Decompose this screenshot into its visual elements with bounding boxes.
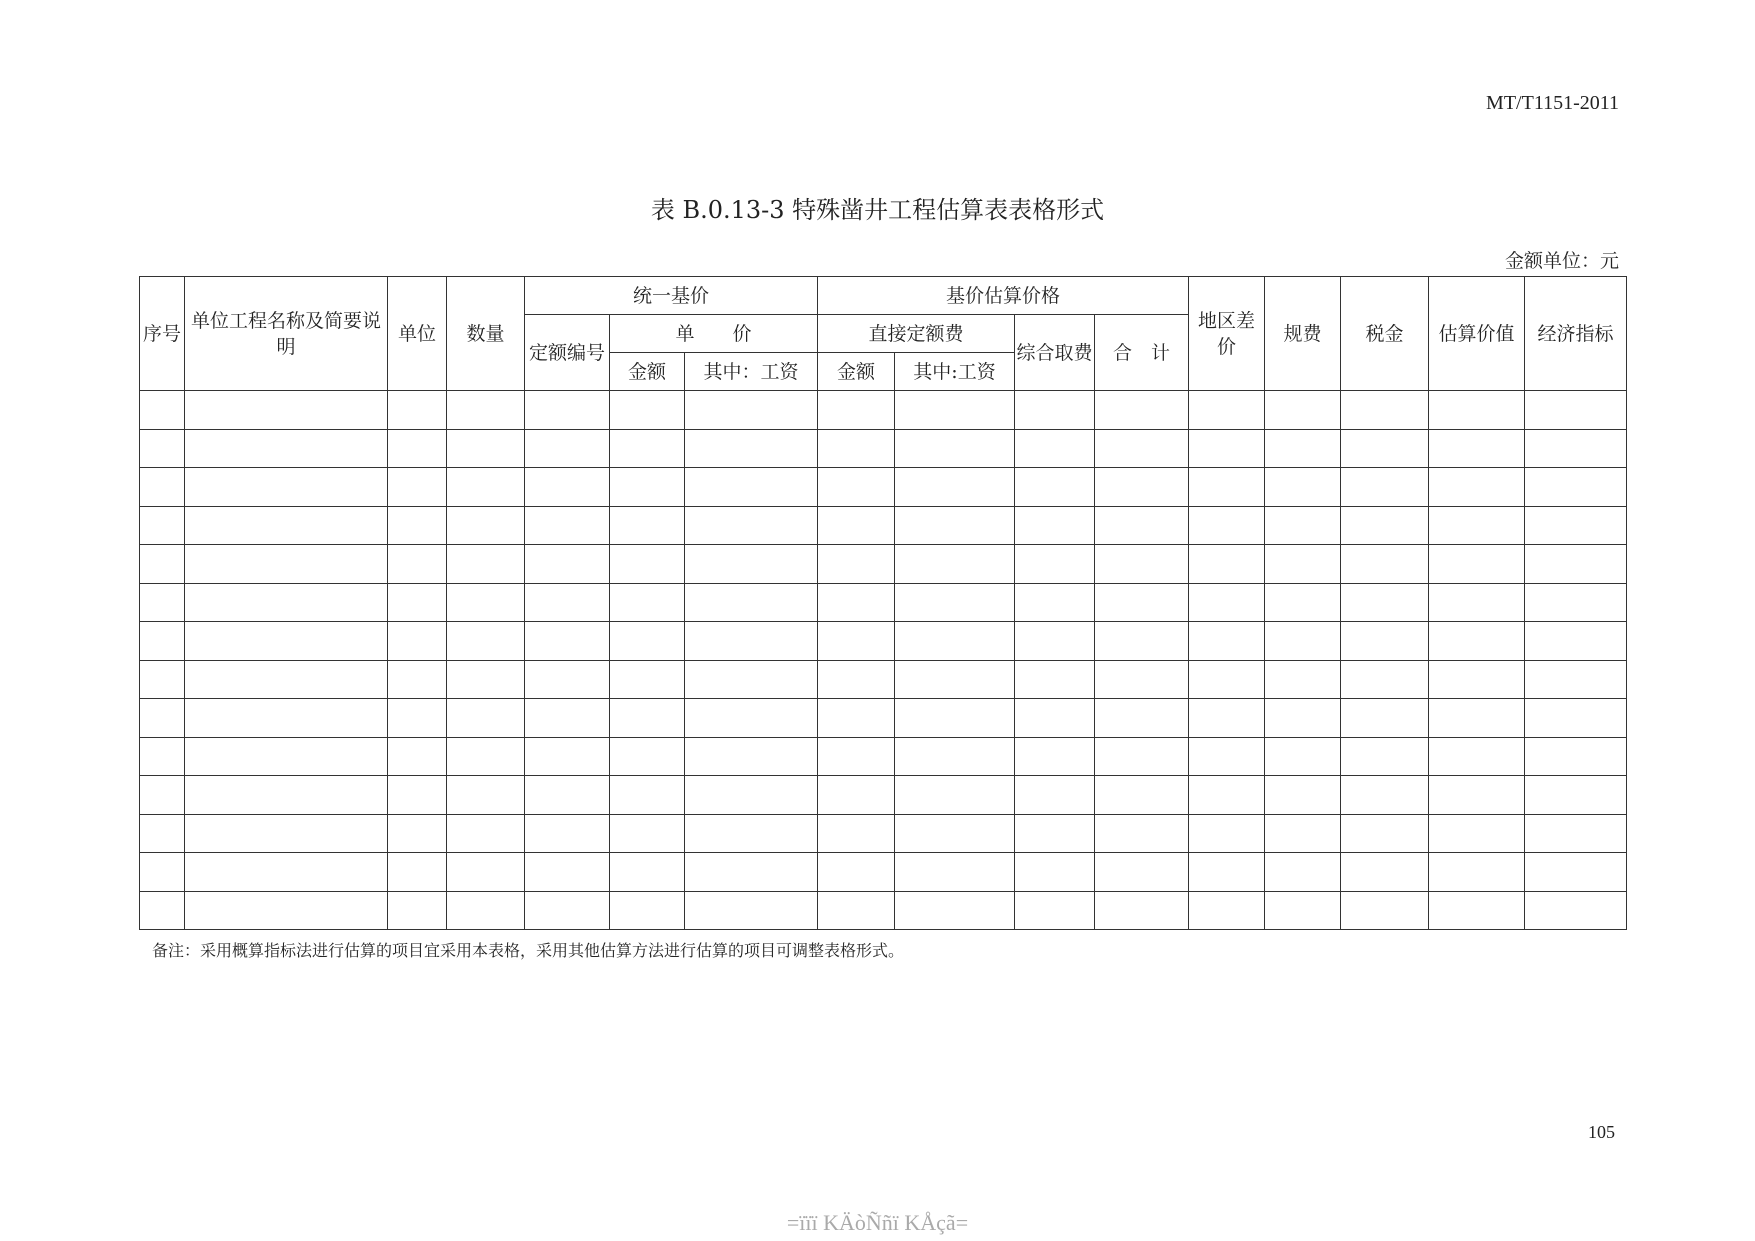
col-unit-price: 单 价 <box>610 315 818 353</box>
table-row <box>140 853 1627 892</box>
table-cell <box>1265 776 1341 815</box>
table-cell <box>1265 583 1341 622</box>
table-cell <box>1189 583 1265 622</box>
table-cell <box>447 429 525 468</box>
table-cell <box>1429 660 1525 699</box>
table-cell <box>1429 814 1525 853</box>
table-cell <box>895 391 1015 430</box>
table-cell <box>1189 506 1265 545</box>
table-cell <box>1265 622 1341 661</box>
col-wage-1: 其中：工资 <box>685 353 818 391</box>
table-cell <box>610 391 685 430</box>
table-cell <box>610 891 685 930</box>
table-cell <box>685 391 818 430</box>
table-cell <box>447 776 525 815</box>
table-cell <box>525 622 610 661</box>
table-cell <box>1341 429 1429 468</box>
table-remark: 备注：采用概算指标法进行估算的项目宜采用本表格，采用其他估算方法进行估算的项目可调整表格形式。 <box>152 941 905 960</box>
table-cell <box>1265 468 1341 507</box>
table-cell <box>610 583 685 622</box>
table-cell <box>1265 506 1341 545</box>
table-cell <box>1189 776 1265 815</box>
table-cell <box>447 506 525 545</box>
table-cell <box>1429 622 1525 661</box>
table-cell <box>895 429 1015 468</box>
table-cell <box>447 853 525 892</box>
table-cell <box>1525 660 1627 699</box>
table-row <box>140 776 1627 815</box>
table-cell <box>1429 583 1525 622</box>
table-cell <box>140 853 185 892</box>
table-cell <box>1265 545 1341 584</box>
table-cell <box>895 814 1015 853</box>
table-cell <box>1189 853 1265 892</box>
table-cell <box>185 699 388 738</box>
table-cell <box>685 776 818 815</box>
table-cell <box>185 891 388 930</box>
table-cell <box>1265 814 1341 853</box>
table-cell <box>818 391 895 430</box>
table-cell <box>1015 468 1095 507</box>
table-cell <box>140 776 185 815</box>
table-cell <box>1341 545 1429 584</box>
table-cell <box>1341 391 1429 430</box>
table-cell <box>1525 545 1627 584</box>
table-cell <box>140 699 185 738</box>
col-quantity: 数量 <box>447 277 525 391</box>
table-cell <box>140 545 185 584</box>
table-row <box>140 699 1627 738</box>
table-row <box>140 814 1627 853</box>
table-cell <box>1265 699 1341 738</box>
table-cell <box>388 699 447 738</box>
table-cell <box>525 853 610 892</box>
col-regulatory-fee: 规费 <box>1265 277 1341 391</box>
table-cell <box>1341 737 1429 776</box>
table-cell <box>1189 737 1265 776</box>
table-cell <box>140 468 185 507</box>
table-cell <box>447 622 525 661</box>
table-cell <box>1189 660 1265 699</box>
scan-watermark: =ïïï KÄòÑñï KÅçã= <box>786 1210 969 1235</box>
table-cell <box>1189 699 1265 738</box>
table-cell <box>447 545 525 584</box>
table-cell <box>1189 391 1265 430</box>
table-cell <box>610 429 685 468</box>
table-cell <box>140 737 185 776</box>
table-row <box>140 429 1627 468</box>
table-cell <box>447 583 525 622</box>
table-cell <box>1095 429 1189 468</box>
header-row-1 <box>140 277 1627 315</box>
table-cell <box>610 814 685 853</box>
table-row <box>140 737 1627 776</box>
table-cell <box>525 429 610 468</box>
table-row <box>140 891 1627 930</box>
table-cell <box>140 891 185 930</box>
page-number: 105 <box>1588 1122 1615 1142</box>
table-cell <box>388 737 447 776</box>
table-cell <box>185 622 388 661</box>
table-cell <box>140 622 185 661</box>
table-cell <box>1015 699 1095 738</box>
table-cell <box>388 853 447 892</box>
table-cell <box>1341 622 1429 661</box>
table-cell <box>1525 391 1627 430</box>
table-cell <box>895 699 1015 738</box>
col-unified-base-price: 统一基价 <box>525 277 818 315</box>
col-total: 合 计 <box>1095 315 1189 391</box>
table-cell <box>895 468 1015 507</box>
table-cell <box>1265 429 1341 468</box>
table-cell <box>1525 429 1627 468</box>
table-cell <box>140 814 185 853</box>
table-cell <box>388 660 447 699</box>
table-cell <box>185 814 388 853</box>
table-cell <box>818 660 895 699</box>
table-cell <box>1095 699 1189 738</box>
table-cell <box>140 583 185 622</box>
table-cell <box>1015 776 1095 815</box>
table-cell <box>525 891 610 930</box>
table-cell <box>1015 506 1095 545</box>
standard-code: MT/T1151-2011 <box>1486 92 1619 114</box>
table-cell <box>1265 891 1341 930</box>
table-cell <box>447 891 525 930</box>
table-cell <box>1341 814 1429 853</box>
table-cell <box>388 506 447 545</box>
table-cell <box>1341 506 1429 545</box>
table-title: 表 B.0.13-3 特殊凿井工程估算表表格形式 <box>650 196 1105 224</box>
table-cell <box>1189 891 1265 930</box>
table-cell <box>388 391 447 430</box>
table-cell <box>1015 429 1095 468</box>
table-cell <box>1341 660 1429 699</box>
table-cell <box>1525 622 1627 661</box>
unit-note: 金额单位：元 <box>1504 250 1619 272</box>
table-cell <box>818 814 895 853</box>
table-cell <box>185 660 388 699</box>
table-cell <box>388 814 447 853</box>
table-cell <box>1015 622 1095 661</box>
table-cell <box>1095 391 1189 430</box>
table-cell <box>1525 814 1627 853</box>
table-cell <box>525 814 610 853</box>
table-cell <box>1341 776 1429 815</box>
table-cell <box>140 660 185 699</box>
table-cell <box>1429 468 1525 507</box>
table-cell <box>818 468 895 507</box>
table-cell <box>1265 660 1341 699</box>
table-cell <box>685 545 818 584</box>
col-quota-code: 定额编号 <box>525 315 610 391</box>
table-cell <box>1095 814 1189 853</box>
table-cell <box>610 545 685 584</box>
table-cell <box>895 853 1015 892</box>
table-cell <box>1265 737 1341 776</box>
table-cell <box>1429 391 1525 430</box>
table-cell <box>140 391 185 430</box>
table-cell <box>388 583 447 622</box>
table-row <box>140 506 1627 545</box>
table-cell <box>818 891 895 930</box>
table-cell <box>895 545 1015 584</box>
table-cell <box>388 622 447 661</box>
table-cell <box>1525 699 1627 738</box>
table-row <box>140 468 1627 507</box>
table-cell <box>1429 545 1525 584</box>
table-cell <box>1341 699 1429 738</box>
table-cell <box>895 506 1015 545</box>
table-cell <box>1189 468 1265 507</box>
table-cell <box>1429 429 1525 468</box>
table-cell <box>140 506 185 545</box>
table-cell <box>1015 660 1095 699</box>
table-cell <box>525 506 610 545</box>
table-cell <box>1015 545 1095 584</box>
table-cell <box>388 429 447 468</box>
table-cell <box>685 853 818 892</box>
table-cell <box>525 583 610 622</box>
table-cell <box>685 699 818 738</box>
table-cell <box>185 468 388 507</box>
col-direct-quota-fee: 直接定额费 <box>818 315 1015 353</box>
table-cell <box>185 429 388 468</box>
table-cell <box>610 853 685 892</box>
table-cell <box>388 891 447 930</box>
col-amount-1: 金额 <box>610 353 685 391</box>
table-cell <box>1525 853 1627 892</box>
table-cell <box>1095 891 1189 930</box>
table-cell <box>685 429 818 468</box>
table-cell <box>610 776 685 815</box>
col-name: 单位工程名称及简要说明 <box>185 277 388 391</box>
table-cell <box>1525 891 1627 930</box>
col-unit: 单位 <box>388 277 447 391</box>
col-tax: 税金 <box>1341 277 1429 391</box>
table-cell <box>818 622 895 661</box>
table-cell <box>818 853 895 892</box>
table-cell <box>1429 891 1525 930</box>
table-cell <box>185 506 388 545</box>
table-cell <box>1095 776 1189 815</box>
table-cell <box>818 776 895 815</box>
table-cell <box>685 891 818 930</box>
col-seq: 序号 <box>140 277 185 391</box>
table-cell <box>1429 776 1525 815</box>
table-row <box>140 391 1627 430</box>
table-cell <box>685 814 818 853</box>
table-cell <box>818 699 895 738</box>
table-cell <box>1015 814 1095 853</box>
table-cell <box>895 737 1015 776</box>
table-cell <box>610 506 685 545</box>
table-cell <box>388 545 447 584</box>
table-cell <box>525 737 610 776</box>
table-cell <box>1525 468 1627 507</box>
table-cell <box>818 737 895 776</box>
table-cell <box>1095 622 1189 661</box>
table-cell <box>525 391 610 430</box>
table-cell <box>1341 891 1429 930</box>
col-amount-2: 金额 <box>818 353 895 391</box>
table-cell <box>818 429 895 468</box>
table-cell <box>1341 468 1429 507</box>
table-cell <box>1265 391 1341 430</box>
table-cell <box>1189 545 1265 584</box>
table-row <box>140 660 1627 699</box>
col-overhead: 综合取费 <box>1015 315 1095 391</box>
table-cell <box>895 776 1015 815</box>
table-row <box>140 622 1627 661</box>
table-cell <box>610 699 685 738</box>
table-cell <box>610 622 685 661</box>
table-cell <box>185 545 388 584</box>
table-cell <box>685 660 818 699</box>
table-cell <box>610 737 685 776</box>
table-cell <box>1341 583 1429 622</box>
table-cell <box>388 776 447 815</box>
table-cell <box>818 583 895 622</box>
table-cell <box>895 891 1015 930</box>
table-cell <box>1189 622 1265 661</box>
table-cell <box>1429 853 1525 892</box>
table-cell <box>1095 545 1189 584</box>
table-cell <box>525 699 610 738</box>
col-estimated-value: 估算价值 <box>1429 277 1525 391</box>
table-cell <box>185 391 388 430</box>
table-cell <box>1095 506 1189 545</box>
table-cell <box>1189 429 1265 468</box>
table-cell <box>1095 737 1189 776</box>
table-cell <box>610 660 685 699</box>
table-cell <box>1429 699 1525 738</box>
table-cell <box>895 622 1015 661</box>
table-cell <box>895 583 1015 622</box>
table-cell <box>1095 468 1189 507</box>
col-base-price-estimate: 基价估算价格 <box>818 277 1189 315</box>
table-cell <box>1015 391 1095 430</box>
table-cell <box>818 545 895 584</box>
table-cell <box>818 506 895 545</box>
col-wage-2: 其中:工资 <box>895 353 1015 391</box>
table-cell <box>1265 853 1341 892</box>
table-cell <box>185 737 388 776</box>
table-cell <box>1095 853 1189 892</box>
table-cell <box>185 583 388 622</box>
col-regional-diff: 地区差价 <box>1189 277 1265 391</box>
table-cell <box>1189 814 1265 853</box>
table-cell <box>1015 891 1095 930</box>
table-cell <box>525 776 610 815</box>
table-cell <box>685 583 818 622</box>
table-cell <box>447 699 525 738</box>
table-cell <box>1095 583 1189 622</box>
table-cell <box>525 545 610 584</box>
table-cell <box>610 468 685 507</box>
table-row <box>140 583 1627 622</box>
table-cell <box>447 660 525 699</box>
table-cell <box>685 506 818 545</box>
table-cell <box>1525 506 1627 545</box>
table-cell <box>185 853 388 892</box>
table-cell <box>1015 583 1095 622</box>
table-cell <box>685 737 818 776</box>
table-cell <box>1095 660 1189 699</box>
table-cell <box>185 776 388 815</box>
table-cell <box>525 468 610 507</box>
table-cell <box>447 391 525 430</box>
table-cell <box>1429 506 1525 545</box>
table-cell <box>685 468 818 507</box>
table-cell <box>685 622 818 661</box>
table-cell <box>1015 737 1095 776</box>
table-cell <box>447 468 525 507</box>
table-cell <box>447 737 525 776</box>
table-cell <box>1341 853 1429 892</box>
table-cell <box>1525 737 1627 776</box>
col-economic-index: 经济指标 <box>1525 277 1627 391</box>
table-cell <box>1525 583 1627 622</box>
table-cell <box>525 660 610 699</box>
table-row <box>140 545 1627 584</box>
table-cell <box>895 660 1015 699</box>
table-cell <box>1525 776 1627 815</box>
table-cell <box>388 468 447 507</box>
estimate-table <box>139 276 1627 930</box>
table-cell <box>140 429 185 468</box>
table-cell <box>447 814 525 853</box>
table-cell <box>1429 737 1525 776</box>
table-cell <box>1015 853 1095 892</box>
